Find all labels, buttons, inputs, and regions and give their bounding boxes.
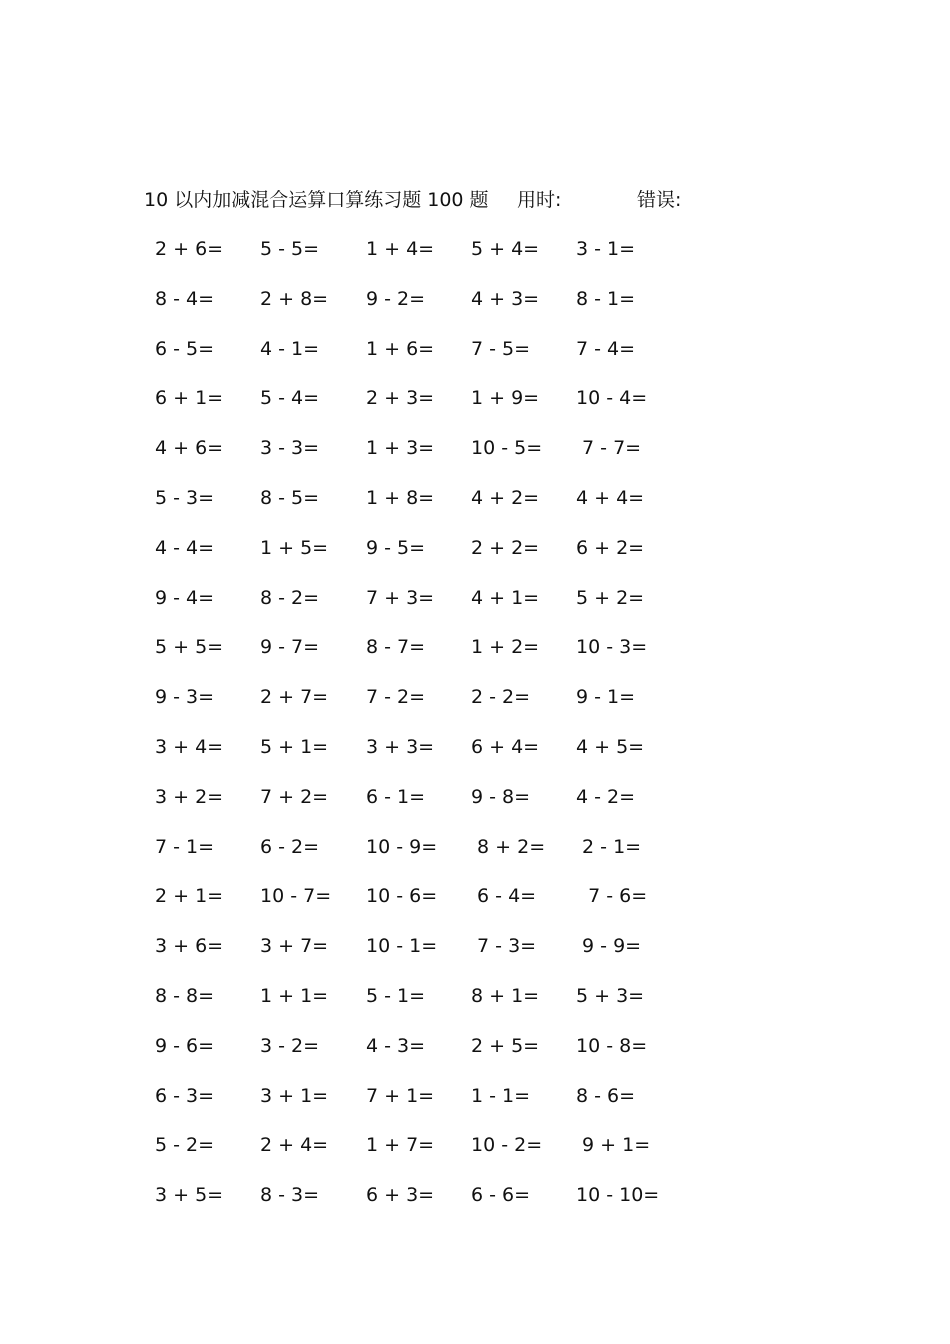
arithmetic-problem: 6 + 3=	[366, 1184, 435, 1207]
arithmetic-problem: 2 + 7=	[260, 686, 329, 709]
arithmetic-problem: 1 + 7=	[366, 1134, 435, 1157]
arithmetic-problem: 10 - 2=	[471, 1134, 543, 1157]
arithmetic-problem: 4 + 4=	[576, 486, 645, 509]
arithmetic-problem: 5 + 5=	[155, 636, 224, 659]
arithmetic-problem: 6 - 5=	[155, 337, 215, 360]
arithmetic-problem: 3 + 5=	[155, 1184, 224, 1207]
arithmetic-problem: 10 - 9=	[366, 835, 438, 858]
arithmetic-problem: 2 - 2=	[471, 686, 531, 709]
arithmetic-problem: 8 - 7=	[366, 636, 426, 659]
problem-row	[145, 632, 705, 682]
worksheet-title: 10 以内加减混合运算口算练习题 100 题	[144, 189, 489, 211]
arithmetic-problem: 7 + 2=	[260, 785, 329, 808]
arithmetic-problem: 7 - 7=	[576, 437, 642, 460]
arithmetic-problem: 5 + 3=	[576, 984, 645, 1007]
arithmetic-problem: 4 + 1=	[471, 586, 540, 609]
arithmetic-problem: 10 - 7=	[260, 885, 332, 908]
arithmetic-problem: 7 - 4=	[576, 337, 636, 360]
arithmetic-problem: 3 + 3=	[366, 735, 435, 758]
arithmetic-problem: 2 + 2=	[471, 536, 540, 559]
arithmetic-problem: 9 - 9=	[576, 935, 642, 958]
arithmetic-problem: 8 - 2=	[260, 586, 320, 609]
arithmetic-problem: 9 - 8=	[471, 785, 531, 808]
arithmetic-problem: 9 + 1=	[576, 1134, 651, 1157]
arithmetic-problem: 1 + 4=	[366, 238, 435, 260]
arithmetic-problem: 7 - 5=	[471, 337, 531, 360]
arithmetic-problem: 7 - 1=	[155, 835, 215, 858]
arithmetic-problem: 6 + 1=	[155, 387, 224, 410]
arithmetic-problem: 1 + 8=	[366, 486, 435, 509]
arithmetic-problem: 6 - 1=	[366, 785, 426, 808]
arithmetic-problem: 9 - 7=	[260, 636, 320, 659]
arithmetic-problem: 3 + 2=	[155, 785, 224, 808]
problem-row	[145, 334, 705, 384]
arithmetic-problem: 2 + 5=	[471, 1034, 540, 1057]
problem-row	[145, 782, 705, 832]
arithmetic-problem: 3 - 1=	[576, 238, 636, 260]
arithmetic-problem: 1 - 1=	[471, 1084, 531, 1107]
arithmetic-problem: 8 + 2=	[471, 835, 546, 858]
arithmetic-problem: 8 - 1=	[576, 287, 636, 310]
arithmetic-problem: 7 - 6=	[576, 885, 648, 908]
arithmetic-problem: 1 + 5=	[260, 536, 329, 559]
arithmetic-problem: 7 - 3=	[471, 935, 537, 958]
arithmetic-problem: 9 - 4=	[155, 586, 215, 609]
arithmetic-problem: 2 + 1=	[155, 885, 224, 908]
problem-row	[145, 1130, 705, 1180]
arithmetic-problem: 4 + 5=	[576, 735, 645, 758]
arithmetic-problem: 7 - 2=	[366, 686, 426, 709]
arithmetic-problem: 5 - 2=	[155, 1134, 215, 1157]
arithmetic-problem: 4 + 2=	[471, 486, 540, 509]
arithmetic-problem: 10 - 4=	[576, 387, 648, 410]
arithmetic-problem: 5 + 1=	[260, 735, 329, 758]
problem-row	[145, 583, 705, 633]
problem-row	[145, 433, 705, 483]
arithmetic-problem: 8 - 4=	[155, 287, 215, 310]
problem-row	[145, 483, 705, 533]
arithmetic-problem: 3 - 3=	[260, 437, 320, 460]
problem-row	[145, 1081, 705, 1131]
problem-row	[145, 881, 705, 931]
arithmetic-problem: 9 - 5=	[366, 536, 426, 559]
problem-row	[145, 682, 705, 732]
problem-row	[145, 732, 705, 782]
arithmetic-problem: 2 - 1=	[576, 835, 642, 858]
arithmetic-problem: 5 + 4=	[471, 238, 540, 260]
arithmetic-problem: 2 + 6=	[155, 238, 224, 260]
arithmetic-problem: 8 - 5=	[260, 486, 320, 509]
problem-row	[145, 832, 705, 882]
arithmetic-problem: 6 - 6=	[471, 1184, 531, 1207]
arithmetic-problem: 5 - 3=	[155, 486, 215, 509]
worksheet-header	[144, 184, 764, 216]
arithmetic-problem: 1 + 2=	[471, 636, 540, 659]
arithmetic-problem: 9 - 6=	[155, 1034, 215, 1057]
problem-grid	[145, 234, 705, 1230]
problem-row	[145, 1180, 705, 1230]
problem-row	[145, 533, 705, 583]
arithmetic-problem: 6 + 4=	[471, 735, 540, 758]
arithmetic-problem: 5 - 4=	[260, 387, 320, 410]
arithmetic-problem: 1 + 1=	[260, 984, 329, 1007]
arithmetic-problem: 5 - 5=	[260, 238, 320, 260]
arithmetic-problem: 5 + 2=	[576, 586, 645, 609]
problem-row	[145, 383, 705, 433]
arithmetic-problem: 4 - 4=	[155, 536, 215, 559]
time-used-label: 用时:	[517, 189, 562, 211]
arithmetic-problem: 8 + 1=	[471, 984, 540, 1007]
arithmetic-problem: 4 + 6=	[155, 437, 224, 460]
arithmetic-problem: 10 - 5=	[471, 437, 543, 460]
arithmetic-problem: 6 - 3=	[155, 1084, 215, 1107]
arithmetic-problem: 2 + 4=	[260, 1134, 329, 1157]
arithmetic-problem: 3 + 6=	[155, 935, 224, 958]
problem-row	[145, 284, 705, 334]
errors-label: 错误:	[637, 189, 682, 211]
arithmetic-problem: 6 - 4=	[471, 885, 537, 908]
arithmetic-problem: 3 - 2=	[260, 1034, 320, 1057]
arithmetic-problem: 9 - 2=	[366, 287, 426, 310]
arithmetic-problem: 5 - 1=	[366, 984, 426, 1007]
arithmetic-problem: 9 - 1=	[576, 686, 636, 709]
arithmetic-problem: 10 - 8=	[576, 1034, 648, 1057]
arithmetic-problem: 4 - 2=	[576, 785, 636, 808]
arithmetic-problem: 8 - 8=	[155, 984, 215, 1007]
problem-row	[145, 1031, 705, 1081]
arithmetic-problem: 6 - 2=	[260, 835, 320, 858]
arithmetic-problem: 2 + 3=	[366, 387, 435, 410]
arithmetic-problem: 10 - 6=	[366, 885, 438, 908]
arithmetic-problem: 3 + 4=	[155, 735, 224, 758]
arithmetic-problem: 7 + 1=	[366, 1084, 435, 1107]
arithmetic-problem: 7 + 3=	[366, 586, 435, 609]
arithmetic-problem: 8 - 6=	[576, 1084, 636, 1107]
arithmetic-problem: 6 + 2=	[576, 536, 645, 559]
arithmetic-problem: 3 + 1=	[260, 1084, 329, 1107]
arithmetic-problem: 1 + 6=	[366, 337, 435, 360]
arithmetic-problem: 1 + 3=	[366, 437, 435, 460]
arithmetic-problem: 10 - 1=	[366, 935, 438, 958]
arithmetic-problem: 10 - 10=	[576, 1184, 660, 1207]
problem-row	[145, 234, 705, 284]
arithmetic-problem: 4 - 3=	[366, 1034, 426, 1057]
arithmetic-problem: 4 - 1=	[260, 337, 320, 360]
problem-row	[145, 931, 705, 981]
arithmetic-problem: 8 - 3=	[260, 1184, 320, 1207]
arithmetic-problem: 2 + 8=	[260, 287, 329, 310]
arithmetic-problem: 10 - 3=	[576, 636, 648, 659]
arithmetic-problem: 9 - 3=	[155, 686, 215, 709]
arithmetic-problem: 1 + 9=	[471, 387, 540, 410]
arithmetic-problem: 3 + 7=	[260, 935, 329, 958]
problem-row	[145, 981, 705, 1031]
arithmetic-problem: 4 + 3=	[471, 287, 540, 310]
